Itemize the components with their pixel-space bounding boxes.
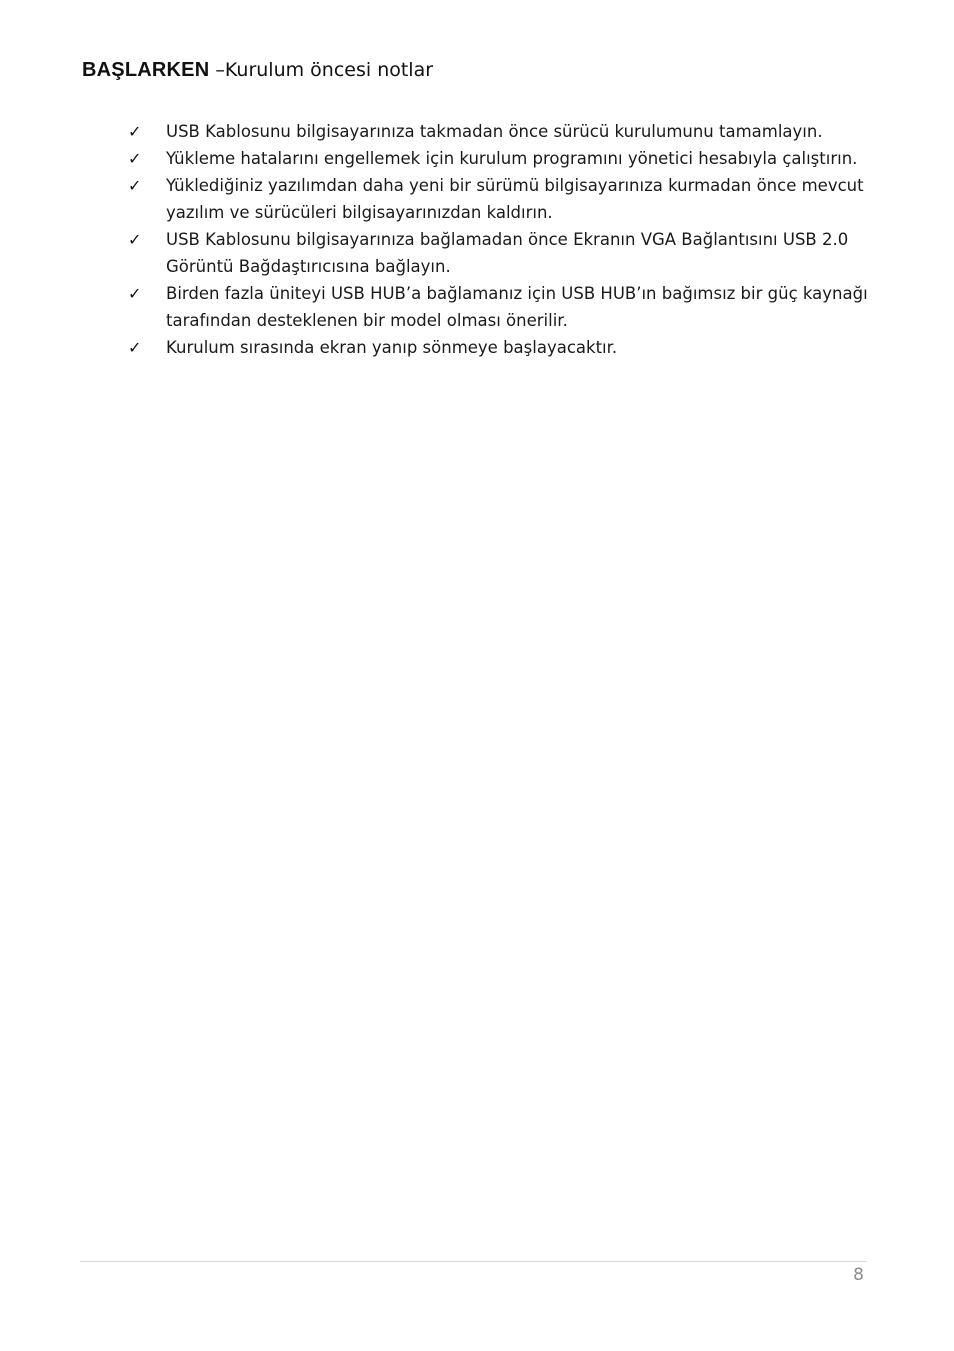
check-icon: ✓ — [128, 230, 142, 249]
list-item-text: Birden fazla üniteyi USB HUB’a bağlamanız için USB HUB’ın bağımsız bir güç kaynağı tarafından desteklenen bir model olması önerilir. — [166, 284, 868, 330]
check-icon: ✓ — [128, 338, 142, 357]
heading-bold: BAŞLARKEN — [82, 59, 210, 81]
page-number: 8 — [853, 1265, 864, 1285]
list-item-text: Yüklediğiniz yazılımdan daha yeni bir sürümü bilgisayarınıza kurmadan önce mevcut yazılım ve sürücüleri bilgisayarınızdan kaldırın. — [166, 176, 864, 222]
list-item — [128, 280, 898, 334]
check-icon: ✓ — [128, 149, 142, 168]
list-item-text: Yükleme hatalarını engellemek için kurulum programını yönetici hesabıyla çalıştırın. — [166, 149, 858, 168]
section-heading — [82, 56, 433, 83]
footer-divider — [80, 1261, 866, 1262]
check-icon: ✓ — [128, 284, 142, 303]
list-item — [128, 226, 898, 280]
list-item-text: USB Kablosunu bilgisayarınıza takmadan önce sürücü kurulumunu tamamlayın. — [166, 122, 823, 141]
check-icon: ✓ — [128, 122, 142, 141]
list-item — [128, 118, 898, 145]
checklist — [128, 118, 898, 361]
list-item — [128, 172, 898, 226]
list-item-text: Kurulum sırasında ekran yanıp sönmeye başlayacaktır. — [166, 338, 618, 357]
heading-rest: –Kurulum öncesi notlar — [209, 59, 434, 81]
list-item — [128, 145, 898, 172]
list-item — [128, 334, 898, 361]
check-icon: ✓ — [128, 176, 142, 195]
list-item-text: USB Kablosunu bilgisayarınıza bağlamadan önce Ekranın VGA Bağlantısını USB 2.0 Görüntü Bağdaştırıcısına bağlayın. — [166, 230, 849, 276]
